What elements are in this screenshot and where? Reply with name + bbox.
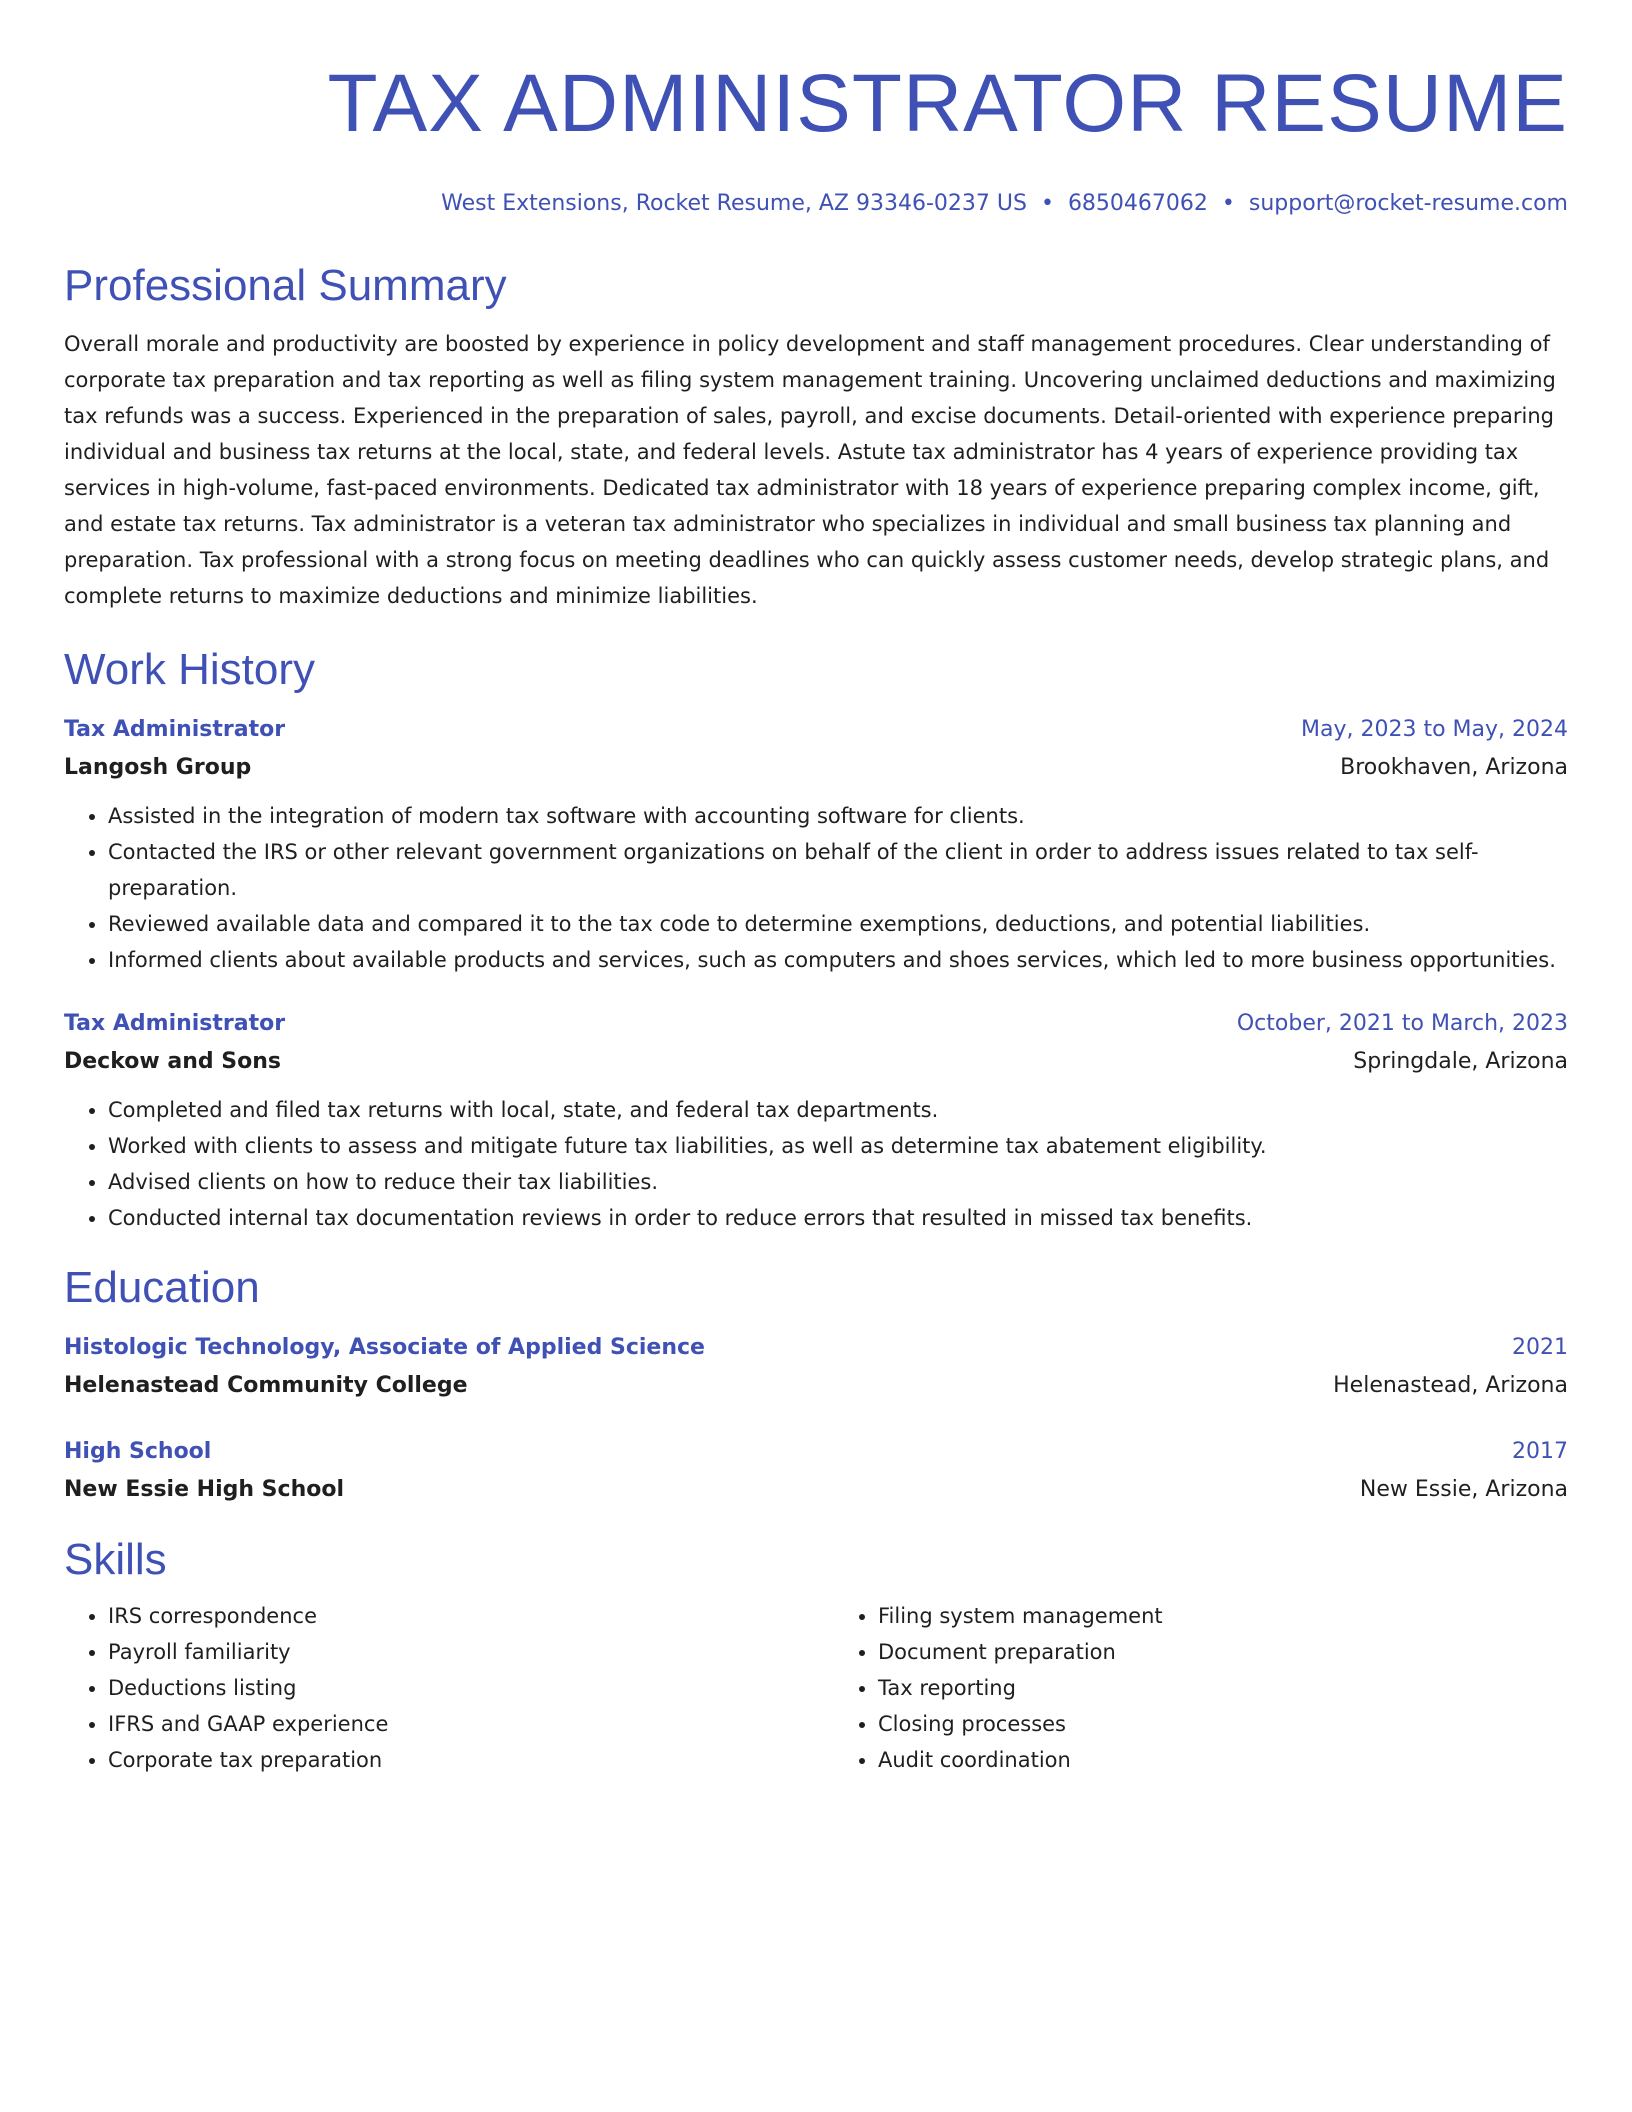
job-company-row [64, 1042, 1568, 1082]
skills-grid [64, 1598, 1568, 1778]
job-bullet: • Conducted internal tax documentation reviews in order to reduce errors that resulted in missed tax benefits. [108, 1200, 1568, 1236]
skill-item: • Audit coordination [878, 1742, 1568, 1778]
job-bullet: • Advised clients on how to reduce their tax liabilities. [108, 1164, 1568, 1200]
contact-email[interactable]: support@rocket-resume.com [1248, 191, 1568, 216]
contact-phone: 6850467062 [1067, 191, 1208, 216]
education-entry [64, 1434, 1568, 1510]
education-year: 2021 [1512, 1335, 1568, 1360]
job-entry [64, 1006, 1568, 1236]
job-bullet: • Assisted in the integration of modern tax software with accounting software for clients. [108, 798, 1568, 834]
resume-header [64, 48, 1568, 220]
skill-item: • Payroll familiarity [108, 1634, 798, 1670]
skill-item: • IRS correspondence [108, 1598, 798, 1634]
contact-separator: • [1040, 191, 1054, 216]
job-bullets [64, 1092, 1568, 1236]
education-entry [64, 1330, 1568, 1406]
resume-title: TAX ADMINISTRATOR RESUME [327, 58, 1568, 149]
summary-text: Overall morale and productivity are boosted by experience in policy development and staff management procedures. Clear understanding of corporate tax preparation and tax reporting as well as filing system management training. Uncovering unclaimed deductions and maximizing tax refunds was a success. Experienced in the preparation of sales, payroll, and excise documents. Detail-oriented with experience preparing individual and business tax returns at the local, state, and federal levels. Astute tax administrator has 4 years of experience providing tax services in high-volume, fast-paced environments. Dedicated tax administrator with 18 years of experience preparing complex income, gift, and estate tax returns. Tax administrator is a veteran tax administrator who specializes in individual and small business tax planning and preparation. Tax professional with a strong focus on meeting deadlines who can quickly assess customer needs, develop strategic plans, and complete returns to maximize deductions and minimize liabilities. [64, 332, 1556, 608]
job-dates: May, 2023 to May, 2024 [1301, 717, 1568, 742]
job-company-row [64, 748, 1568, 788]
skill-item: • Closing processes [878, 1706, 1568, 1742]
skill-item: • Deductions listing [108, 1670, 798, 1706]
job-entry [64, 712, 1568, 978]
job-role: Tax Administrator [64, 1011, 286, 1036]
education-school-row [64, 1366, 1568, 1406]
education-location: New Essie, Arizona [1359, 1477, 1568, 1502]
job-role: Tax Administrator [64, 717, 286, 742]
skill-item: • Filing system management [878, 1598, 1568, 1634]
education-year: 2017 [1512, 1439, 1568, 1464]
skill-item: • Document preparation [878, 1634, 1568, 1670]
job-bullet: • Contacted the IRS or other relevant government organizations on behalf of the client in order to address issues related to tax self-preparation. [108, 834, 1568, 906]
section-title-work-history: Work History [64, 645, 315, 694]
job-company: Deckow and Sons [64, 1049, 281, 1074]
education-school: Helenastead Community College [64, 1373, 468, 1398]
job-bullet: • Completed and filed tax returns with local, state, and federal tax departments. [108, 1092, 1568, 1128]
job-bullet: • Reviewed available data and compared it to the tax code to determine exemptions, deductions, and potential liabilities. [108, 906, 1568, 942]
skills-column-left [64, 1598, 798, 1778]
education-header-row [64, 1330, 1568, 1366]
job-bullet: • Worked with clients to assess and mitigate future tax liabilities, as well as determine tax abatement eligibility. [108, 1128, 1568, 1164]
job-header-row [64, 712, 1568, 748]
contact-separator: • [1221, 191, 1235, 216]
section-title-summary: Professional Summary [64, 261, 507, 310]
skill-item: • Tax reporting [878, 1670, 1568, 1706]
education-degree: High School [64, 1439, 212, 1464]
job-company: Langosh Group [64, 755, 252, 780]
section-title-education: Education [64, 1263, 260, 1312]
contact-address: West Extensions, Rocket Resume, AZ 93346-0237 US [441, 191, 1027, 216]
education-school-row [64, 1470, 1568, 1510]
skill-item: • Corporate tax preparation [108, 1742, 798, 1778]
job-dates: October, 2021 to March, 2023 [1236, 1011, 1568, 1036]
skills-column-right [834, 1598, 1568, 1778]
education-degree: Histologic Technology, Associate of Applied Science [64, 1335, 705, 1360]
contact-line [64, 188, 1568, 220]
education-header-row [64, 1434, 1568, 1470]
job-header-row [64, 1006, 1568, 1042]
job-location: Springdale, Arizona [1353, 1049, 1568, 1074]
job-bullets [64, 798, 1568, 978]
job-bullet: • Informed clients about available products and services, such as computers and shoes services, which led to more business opportunities. [108, 942, 1568, 978]
section-title-skills: Skills [64, 1535, 167, 1584]
job-location: Brookhaven, Arizona [1340, 755, 1568, 780]
education-location: Helenastead, Arizona [1333, 1373, 1568, 1398]
education-school: New Essie High School [64, 1477, 344, 1502]
skill-item: • IFRS and GAAP experience [108, 1706, 798, 1742]
